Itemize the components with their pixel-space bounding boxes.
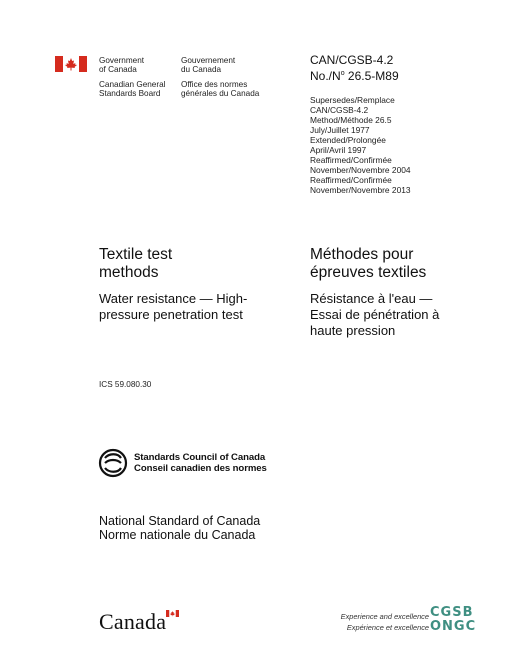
standard-designation: CAN/CGSB-4.2 <box>310 53 394 67</box>
canada-flag-icon <box>55 56 87 72</box>
government-identity <box>55 56 285 104</box>
national-standard-en: National Standard of Canada <box>99 514 261 528</box>
gov-fr-line-2: du Canada <box>181 65 222 74</box>
history-line: November/Novembre 2004 <box>310 165 411 175</box>
sub-title-en-line-2: pressure penetration test <box>99 307 243 322</box>
scc-name-en: Standards Council of Canada <box>134 452 266 463</box>
sub-title-fr-line-3: haute pression <box>310 323 396 338</box>
history-line: Method/Méthode 26.5 <box>310 115 392 125</box>
main-title-en <box>99 246 289 282</box>
sub-title-fr-line-1: Résistance à l'eau — <box>310 291 433 306</box>
board-fr-line-1: Office des normes <box>181 80 248 89</box>
history-line: Reaffirmed/Confirmée <box>310 175 392 185</box>
standard-history <box>310 95 500 195</box>
sub-title-fr-line-2: Essai de pénétration à <box>310 307 440 322</box>
canada-wordmark: Canada <box>99 609 167 634</box>
standard-number-value: 26.5-M89 <box>344 69 399 83</box>
history-line: November/Novembre 2013 <box>310 185 411 195</box>
main-title-en-line-2: methods <box>99 264 159 281</box>
ics-code: ICS 59.080.30 <box>99 380 152 389</box>
scc-name-fr: Conseil canadien des normes <box>134 463 267 474</box>
gov-fr-line-1: Gouvernement <box>181 56 236 65</box>
government-name-fr <box>181 56 259 98</box>
cgsb-logo <box>430 605 480 637</box>
national-standard <box>99 514 260 542</box>
scc-swirl-icon <box>98 446 128 480</box>
national-standard-fr: Norme nationale du Canada <box>99 528 256 542</box>
standard-number-prefix: No./N <box>310 69 341 83</box>
sub-title-fr <box>310 291 500 339</box>
board-fr-line-2: générales du Canada <box>181 89 260 98</box>
cgsb-logo-top: CGSB <box>430 605 474 620</box>
cgsb-tagline <box>327 611 429 633</box>
history-line: July/Juillet 1977 <box>310 125 370 135</box>
standard-number-sup: o <box>340 70 345 77</box>
history-line: CAN/CGSB-4.2 <box>310 105 369 115</box>
scc-logo <box>98 446 298 486</box>
sub-title-en <box>99 291 289 323</box>
title-english <box>99 246 289 323</box>
main-title-en-line-1: Textile test <box>99 246 173 263</box>
history-line: Reaffirmed/Confirmée <box>310 155 392 165</box>
board-en-line-1: Canadian General <box>99 80 166 89</box>
history-line: April/Avril 1997 <box>310 145 367 155</box>
main-title-fr <box>310 246 500 282</box>
history-line: Supersedes/Remplace <box>310 95 395 105</box>
canada-wordmark-flag-icon <box>166 610 179 617</box>
main-title-fr-line-1: Méthodes pour <box>310 246 414 263</box>
gov-en-line-1: Government <box>99 56 145 65</box>
gov-en-line-2: of Canada <box>99 65 137 74</box>
board-en-line-2: Standards Board <box>99 89 161 98</box>
tagline-fr: Expérience et excellence <box>346 623 429 632</box>
standard-number <box>310 67 500 83</box>
title-french <box>310 246 500 339</box>
government-name-en <box>99 56 165 98</box>
main-title-fr-line-2: épreuves textiles <box>310 264 427 281</box>
cgsb-logo-bottom: ONGC <box>430 619 477 634</box>
scc-name <box>134 452 267 474</box>
standard-info <box>310 54 500 195</box>
sub-title-en-line-1: Water resistance — High- <box>99 291 248 306</box>
history-line: Extended/Prolongée <box>310 135 386 145</box>
tagline-en: Experience and excellence <box>340 612 429 621</box>
